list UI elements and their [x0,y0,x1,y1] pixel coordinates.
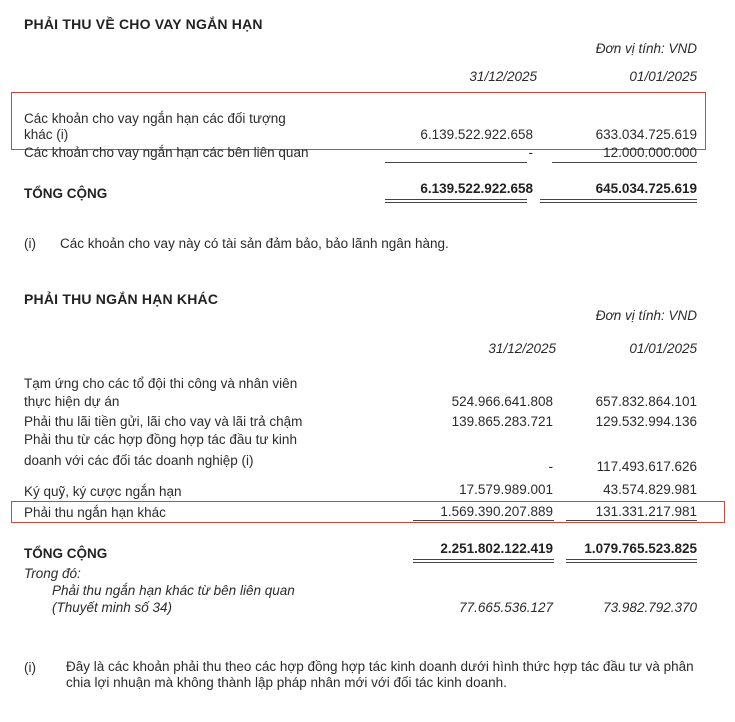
s1-row1-v2: 633.034.725.619 [595,127,697,142]
s1-total-label: TỔNG CỘNG [24,186,108,201]
s2-related-line1: Phải thu ngắn hạn khác từ bên liên quan [52,583,295,598]
s2-row1-v2: 657.832.864.101 [595,394,697,409]
s1-row1-v1: 6.139.522.922.658 [420,127,533,142]
s2-related-line2: (Thuyết minh số 34) [52,600,173,615]
s2-row5-v2: 131.331.217.981 [595,504,697,519]
s2-related-v1: 77.665.536.127 [459,600,553,615]
section1-col2-header: 01/01/2025 [629,69,697,84]
s2-related-v2: 73.982.792.370 [603,600,697,615]
s2-row4-v1: 17.579.989.001 [459,482,553,497]
s2-total-v1: 2.251.802.122.419 [440,541,553,556]
s1-subtotal-rule-2 [552,162,697,163]
section1-col1-header: 31/12/2025 [469,69,537,84]
s2-row1-label-line1: Tạm ứng cho các tổ đội thi công và nhân viên [24,376,298,391]
s2-row3-label-line1: Phải thu từ các hợp đồng hợp tác đầu tư kinh [24,432,297,447]
s2-row2-v1: 139.865.283.721 [451,414,553,429]
s1-row2-v1: - [528,145,533,160]
section2-col2-header: 01/01/2025 [629,341,697,356]
s2-row4-v2: 43.574.829.981 [603,482,697,497]
s2-row3-v1: - [548,459,553,474]
s2-row5-v1: 1.569.390.207.889 [440,504,553,519]
s2-subtotal-rule-2 [566,520,697,521]
section1-unit: Đơn vị tính: VND [595,41,697,56]
s1-total-double-rule-1 [385,199,527,203]
section2-unit: Đơn vị tính: VND [595,308,697,323]
s1-total-double-rule-2 [540,199,697,203]
s2-trong-do: Trong đó: [24,566,81,581]
s1-note-marker: (i) [24,236,36,251]
s1-subtotal-rule-1 [385,162,527,163]
s2-total-double-rule-2 [566,559,697,563]
s2-total-double-rule-1 [413,559,554,563]
s2-row2-v2: 129.532.994.136 [595,414,697,429]
section2-title: PHẢI THU NGẮN HẠN KHÁC [24,291,219,307]
s2-row3-v2: 117.493.617.626 [596,459,697,474]
s1-total-v1: 6.139.522.922.658 [420,181,533,196]
s1-note-text: Các khoản cho vay này có tài sản đảm bảo, bảo lãnh ngân hàng. [60,236,449,251]
s2-subtotal-rule-1 [413,520,554,521]
s2-row1-label-line2: thực hiện dự án [24,394,120,409]
s1-row1-label-line1: Các khoản cho vay ngắn hạn các đối tượng [24,111,286,126]
s2-total-v2: 1.079.765.523.825 [584,541,697,556]
s2-row1-v1: 524.966.641.808 [451,394,553,409]
s2-row2-label: Phải thu lãi tiền gửi, lãi cho vay và lãi trả chậm [24,414,303,429]
s2-total-label: TỔNG CỘNG [24,546,108,561]
s1-row2-v2: 12.000.000.000 [603,145,697,160]
section2-col1-header: 31/12/2025 [488,341,556,356]
s1-row1-label-line2: khác (i) [24,127,69,142]
s2-row5-label: Phải thu ngắn hạn khác [24,505,166,520]
s1-row2-label: Các khoản cho vay ngắn hạn các bên liên quan [24,145,309,160]
s2-note-text: Đây là các khoản phải thu theo các hợp đồng hợp tác kinh doanh dưới hình thức hợp tác đầu tư và phân chia lợi nhuận mà không thành lập pháp nhân mới với đối tác kinh doanh. [66,659,694,690]
s1-total-v2: 645.034.725.619 [595,181,697,196]
s2-note-marker: (i) [24,660,36,675]
section1-title: PHẢI THU VỀ CHO VAY NGẮN HẠN [24,16,263,32]
s2-row4-label: Ký quỹ, ký cược ngắn hạn [24,484,182,499]
s2-row3-label-line2: doanh với các đối tác doanh nghiệp (i) [24,453,254,468]
